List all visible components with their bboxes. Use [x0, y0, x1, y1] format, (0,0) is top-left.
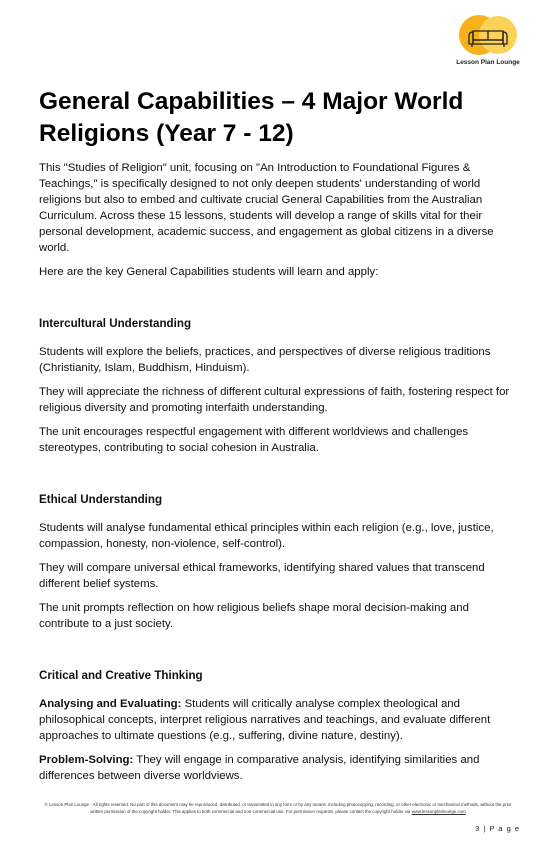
page-label: P a g e — [489, 824, 520, 833]
item-text: They will engage in comparative analysis, identifying similarities and differences between diverse worldviews. — [39, 754, 480, 782]
section-paragraph: The unit encourages respectful engagement with different worldviews and challenges stereotypes, contributing to social cohesion in Australia. — [39, 426, 469, 454]
section-item — [39, 752, 514, 784]
section-paragraph: They will compare universal ethical frameworks, identifying shared values that transcend different belief systems. — [39, 562, 485, 590]
copyright-text: © Lesson Plan Lounge - All rights reserved. No part of this document may be reproduced, distributed, or transmitted in any form or by any means, including photocopying, recording, or other electronic or mechanical methods, without the prior written permission of the copyright holder. This applies to both commercial and non-commercial use. For permission requests, please contact the copyright holder via — [44, 802, 512, 814]
page-number-value: 3 — [475, 824, 481, 833]
website-link[interactable]: www.lessonplanlounge.com — [411, 808, 466, 814]
section-heading: Critical and Creative Thinking — [39, 669, 203, 682]
section-paragraph: The unit prompts reflection on how religious beliefs shape moral decision-making and contribute to a just society. — [39, 602, 469, 630]
sofa-logo-icon — [458, 14, 518, 58]
section-heading: Ethical Understanding — [39, 493, 163, 506]
document-body — [39, 86, 514, 784]
section-paragraph: Students will explore the beliefs, practices, and perspectives of diverse religious traditions (Christianity, Islam, Buddhism, Hinduism). — [39, 346, 491, 374]
section-heading: Intercultural Understanding — [39, 317, 192, 330]
intro-paragraph: Here are the key General Capabilities students will learn and apply: — [39, 266, 379, 278]
intro-paragraph: This "Studies of Religion" unit, focusing on "An Introduction to Foundational Figures & Teachings," is specifically designed to not only deepen students' understanding of world religions but also to embed and cultivate crucial General Capabilities from the Australian Curriculum. Across these 15 lessons, students will develop a range of skills vital for their personal development, academic success, and engagement as global citizens in a diverse world. — [39, 162, 494, 254]
item-label: Analysing and Evaluating: — [39, 698, 182, 710]
section-paragraph: They will appreciate the richness of different cultural expressions of faith, fostering respect for religious diversity and promoting interfaith understanding. — [39, 386, 510, 414]
section-paragraph: Students will analyse fundamental ethical principles within each religion (e.g., love, justice, compassion, honesty, non-violence, self-control). — [39, 522, 494, 550]
section-ethical-understanding — [39, 492, 514, 632]
footer-copyright — [40, 802, 516, 815]
section-item — [39, 696, 514, 744]
item-text: Students will critically analyse complex theological and philosophical concepts, interpret religious narratives and teachings, and evaluate different approaches to ultimate questions (e.g., suffering, divine nature, destiny). — [39, 698, 491, 742]
page-title: General Capabilities – 4 Major World Religions (Year 7 - 12) — [39, 88, 464, 147]
logo-text: Lesson Plan Lounge — [456, 59, 520, 66]
section-intercultural-understanding — [39, 316, 514, 456]
page-number: 3 | P a g e — [475, 824, 520, 833]
item-label: Problem-Solving: — [39, 754, 134, 766]
logo — [455, 14, 521, 66]
section-critical-creative-thinking — [39, 668, 514, 784]
